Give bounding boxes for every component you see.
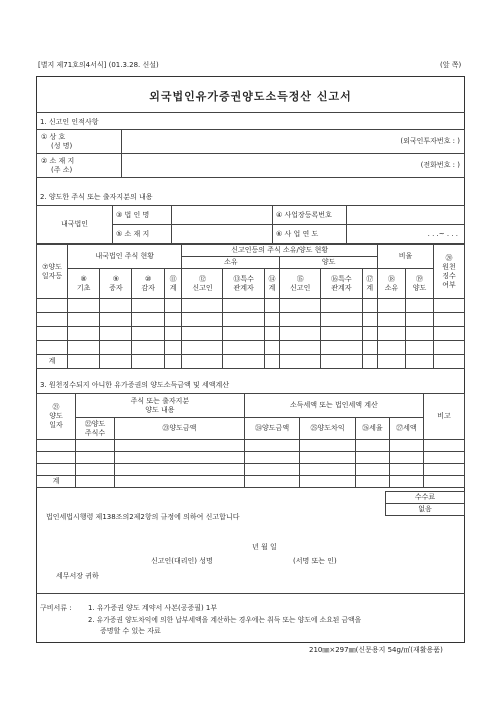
date-l1: 양도 — [49, 412, 63, 420]
col-mark: ⑭ — [268, 274, 276, 283]
holdings-header: 신고인등의 주식 소유/양도 현황 — [182, 245, 378, 257]
transfer-date-label: ⑦양도 — [42, 262, 62, 271]
shares-col2: 주식수 — [84, 428, 106, 437]
location-label: ⑤ 소 재 지 — [113, 225, 172, 244]
col-label: 감자 — [141, 283, 155, 292]
page-indicator: (앞 쪽) — [440, 61, 462, 69]
section1-heading: 1. 신고인 인적사항 — [40, 118, 99, 126]
tax-col: ㉗세액 — [389, 418, 423, 440]
col-label: 소유 — [384, 283, 399, 292]
date-l2: 일자 — [49, 421, 63, 429]
tax-calc-header: 소득세액 또는 법인세액 계산 — [244, 394, 423, 418]
applicant-table — [36, 129, 465, 178]
withholding-l1: 원천 — [442, 262, 456, 271]
col-mark: ⑪ — [169, 274, 177, 283]
divider — [36, 112, 465, 113]
phone-label: (전화번호 : ) — [420, 161, 460, 169]
col-mark: ⑱ — [387, 274, 395, 283]
table-row[interactable] — [37, 341, 465, 355]
col-label: 양도 — [412, 283, 427, 292]
col-label: 신고인 — [192, 283, 213, 292]
col-label: 계 — [169, 283, 177, 292]
address-label: ② 소 재 지 — [41, 156, 75, 165]
col-mark: ⑨ — [112, 274, 119, 283]
stock-content-header2: 양도 내용 — [145, 405, 175, 414]
amount2-col: ㉔양도금액 — [244, 418, 300, 440]
col-mark: ⑲ — [415, 274, 423, 283]
col-label: 증자 — [109, 283, 123, 292]
total-row[interactable] — [37, 476, 465, 488]
section2-heading: 2. 양도한 주식 또는 출자지분의 내용 — [40, 193, 153, 201]
addressee: 세무서장 귀하 — [56, 572, 99, 580]
fee-value: 없음 — [386, 504, 465, 516]
col-mark: ⑮ — [296, 274, 304, 283]
ratio-header: 비율 — [377, 245, 433, 269]
col-mark: ⑰ — [366, 274, 374, 283]
col-label: 관계자 — [233, 283, 254, 292]
location-field[interactable] — [172, 225, 273, 244]
table-row[interactable] — [37, 313, 465, 327]
declaration-text: 법인세법시행령 제138조의2제2항의 규정에 의하여 신고합니다 — [46, 513, 240, 521]
signer-label: 신고인(대리인) 성명 — [151, 557, 213, 565]
gain-col: ㉕양도차익 — [300, 418, 356, 440]
form-number: [별지 제71호의4서식] (01.3.28. 신설) — [38, 61, 159, 69]
transfer-date-label2: 일자등 — [41, 271, 63, 280]
col-mark: ⑯특수 — [331, 274, 352, 283]
holdings-table — [36, 244, 465, 369]
address-sublabel: (주 소) — [51, 165, 73, 174]
paper-spec: 210㎜×297㎜(신문용지 54g/㎡(재활용품) — [309, 646, 443, 654]
amount-col: ㉓양도금액 — [115, 418, 245, 440]
attachment-item-1: 1. 유가증권 양도 계약서 사본(공증필) 1부 — [88, 604, 218, 612]
form-title: 외국법인유가증권양도소득정산 신고서 — [149, 90, 352, 103]
withholding-l2: 징수 — [442, 271, 456, 280]
table-row[interactable] — [37, 299, 465, 313]
table-row[interactable] — [37, 452, 465, 464]
fiscal-year-field[interactable] — [347, 225, 465, 244]
withholding-l3: 여부 — [442, 280, 456, 289]
date-mark: ㉑ — [52, 403, 60, 411]
fiscal-year-label: ⑥ 사 업 연 도 — [273, 225, 347, 244]
col-mark: ⑧ — [80, 274, 87, 283]
table-row[interactable] — [37, 440, 465, 452]
withholding-mark: ⑳ — [445, 253, 453, 262]
col-mark: ⑬특수 — [233, 274, 254, 283]
table-row[interactable] — [37, 464, 465, 476]
company-info-table — [36, 205, 465, 244]
transferred-header: 양도 — [280, 257, 378, 269]
attachment-item-2: 2. 유가증권 양도차익에 의한 납부세액을 계산하는 경우에는 취득 또는 양도에 소요된 금액을 — [88, 616, 362, 624]
attachments-label: 구비서류 : — [40, 604, 72, 612]
fiscal-year-value: . . .~ . . . — [427, 229, 458, 238]
fee-box — [385, 491, 465, 516]
col-label: 기초 — [76, 283, 91, 292]
fee-label: 수수료 — [386, 492, 465, 504]
attachment-item-2b: 증명할 수 있는 자료 — [100, 627, 161, 635]
biz-no-field[interactable] — [347, 206, 465, 225]
divider — [36, 593, 465, 594]
remark-header: 비고 — [424, 394, 465, 440]
owned-header: 소유 — [182, 257, 280, 269]
phone-field[interactable] — [122, 154, 465, 178]
tax-calc-table — [36, 393, 465, 488]
table-row[interactable] — [37, 327, 465, 341]
col-mark: ⑩ — [144, 274, 152, 283]
stock-content-header: 주식 또는 출자지분 — [130, 396, 190, 405]
corp-name-label: ③ 법 인 명 — [113, 206, 172, 225]
biz-no-label: ④ 사업장등록번호 — [273, 206, 347, 225]
shares-col: ㉒양도 — [84, 419, 106, 428]
investor-no-label: (외국인투자번호 : ) — [400, 137, 460, 145]
date-line: 년 월 일 — [252, 543, 277, 551]
investor-no-field[interactable] — [122, 130, 465, 154]
domestic-corp-label: 내국법인 — [37, 206, 113, 244]
section3-heading: 3. 원천징수되지 아니한 유가증권의 양도소득금액 및 세액계산 — [40, 381, 230, 389]
total-row[interactable] — [37, 355, 465, 369]
col-label: 관계자 — [331, 283, 352, 292]
col-mark: ⑫ — [198, 274, 206, 283]
col-label: 신고인 — [290, 283, 311, 292]
corp-name-field[interactable] — [172, 206, 273, 225]
signature-label[interactable]: (서명 또는 인) — [293, 557, 337, 565]
name-label: ① 상 호 — [41, 132, 66, 141]
col-label: 계 — [268, 283, 276, 292]
name-sublabel: (성 명) — [51, 141, 73, 150]
col-label: 계 — [366, 283, 374, 292]
domestic-status-header: 내국법인 주식 현황 — [68, 245, 182, 269]
total-label: 계 — [37, 476, 76, 488]
total-label: 계 — [37, 355, 68, 369]
rate-col: ㉖세율 — [355, 418, 389, 440]
